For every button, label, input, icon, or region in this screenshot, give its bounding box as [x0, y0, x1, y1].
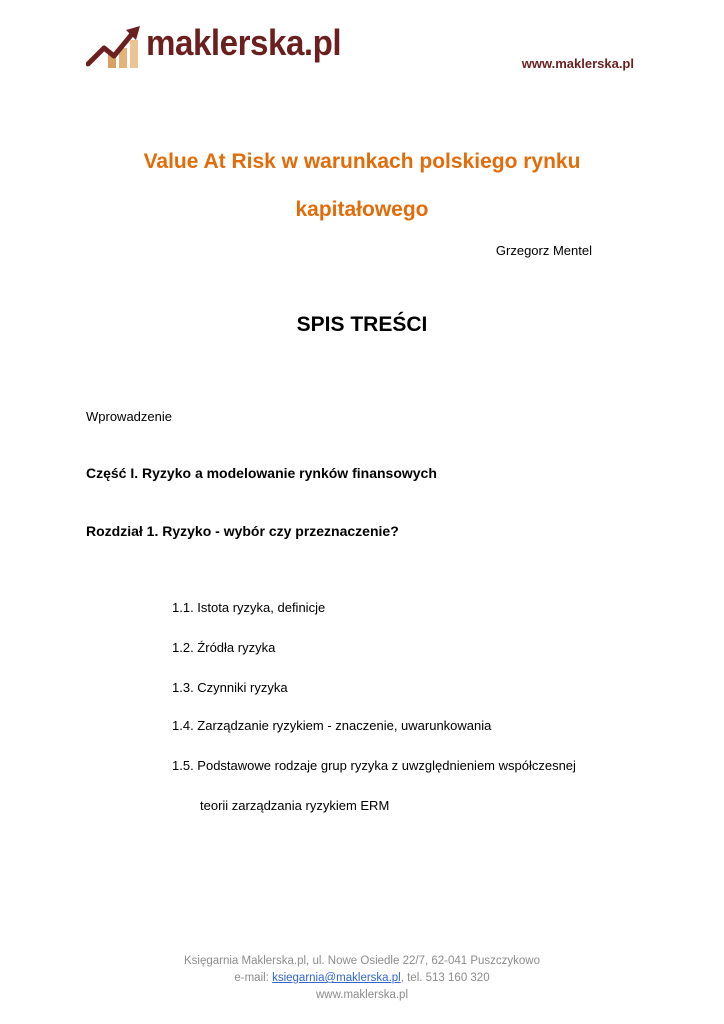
toc-entry-section: 1.2. Źródła ryzyka	[172, 640, 276, 655]
author-name: Grzegorz Mentel	[495, 243, 592, 258]
footer-contact	[0, 972, 724, 984]
logo-graphic	[86, 24, 146, 72]
footer-website[interactable]: www.maklerska.pl	[315, 989, 409, 1001]
toc-entry-part: Część I. Ryzyko a modelowanie rynków finansowych	[86, 465, 437, 481]
footer-address: Księgarnia Maklerska.pl, ul. Nowe Osiedle 22/7, 62-041 Puszczykowo	[183, 955, 541, 967]
toc-entry-intro: Wprowadzenie	[86, 409, 172, 424]
toc-entry-section-continuation: teorii zarządzania ryzykiem ERM	[200, 798, 390, 813]
document-title-line-1: Value At Risk w warunkach polskiego rynku	[143, 150, 581, 173]
footer-email-link[interactable]: ksiegarnia@maklerska.pl	[272, 972, 401, 984]
toc-entry-section: 1.4. Zarządzanie ryzykiem - znaczenie, uwarunkowania	[172, 718, 492, 733]
document-title-line-2: kapitałowego	[295, 198, 429, 221]
footer-phone: , tel. 513 160 320	[400, 972, 490, 984]
toc-entry-section: 1.5. Podstawowe rodzaje grup ryzyka z uwzględnieniem współczesnej	[172, 758, 576, 773]
brand-name: maklerska.pl	[146, 22, 342, 63]
toc-entry-section: 1.1. Istota ryzyka, definicje	[172, 600, 326, 615]
toc-entry-section: 1.3. Czynniki ryzyka	[172, 680, 288, 695]
site-url[interactable]: www.maklerska.pl	[521, 56, 634, 71]
toc-heading: SPIS TREŚCI	[296, 313, 428, 336]
toc-entry-chapter: Rozdział 1. Ryzyko - wybór czy przeznaczenie?	[86, 523, 399, 539]
footer-email-label: e-mail:	[234, 972, 273, 984]
